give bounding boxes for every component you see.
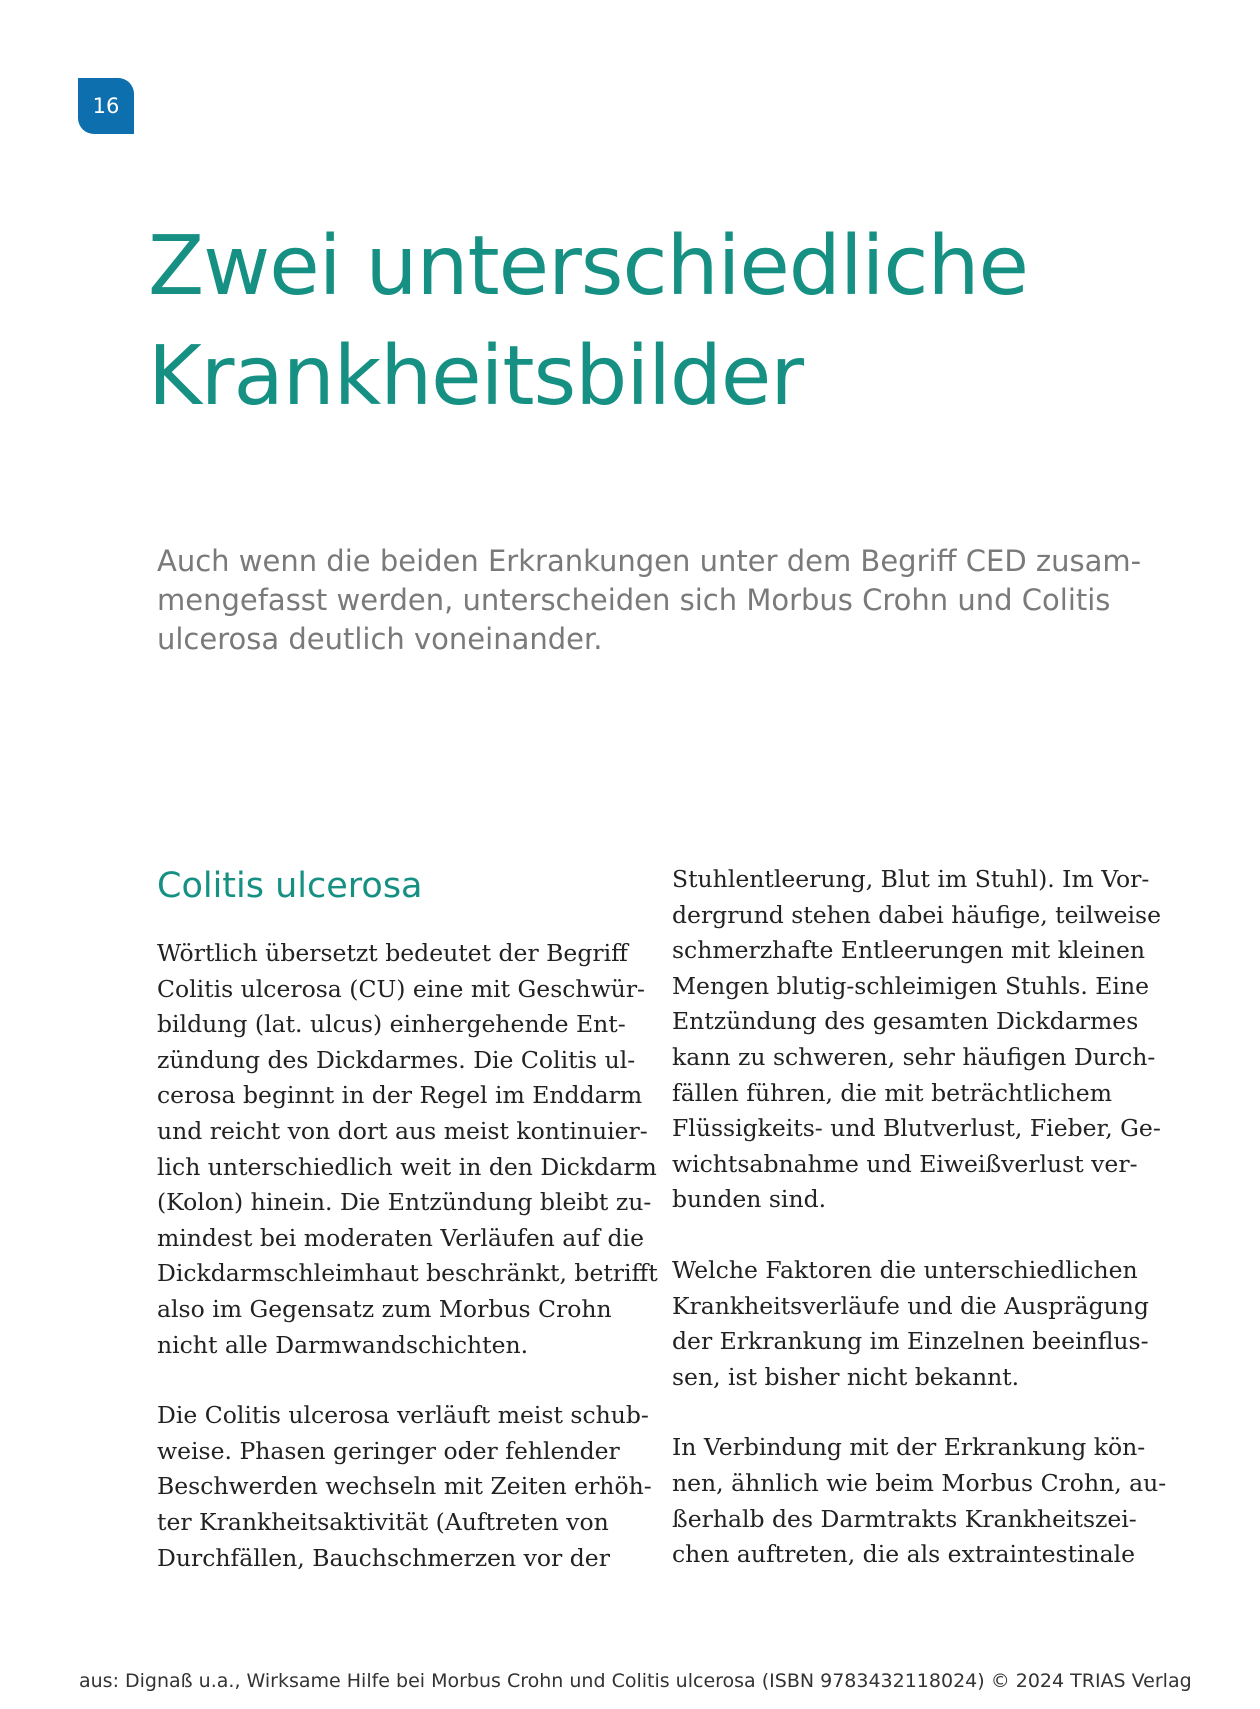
- text-line: Krankheitsverläufe und die Ausprägung: [672, 1291, 1149, 1320]
- page-title: [148, 212, 1148, 432]
- text-line: sen, ist bisher nicht bekannt.: [672, 1362, 1020, 1391]
- text-line: der Erkrankung im Einzelnen beeinflus-: [672, 1327, 1149, 1356]
- lead-paragraph: [157, 542, 1142, 659]
- text-line: zündung des Dickdarmes. Die Colitis ul-: [157, 1045, 636, 1074]
- text-line: also im Gegensatz zum Morbus Crohn: [157, 1294, 612, 1323]
- text-line: Dickdarmschleimhaut beschränkt, betrifft: [157, 1259, 658, 1288]
- body-paragraph: [672, 1430, 1167, 1572]
- text-line: Mengen blutig-schleimigen Stuhls. Eine: [672, 971, 1149, 1000]
- text-line: Beschwerden wechseln mit Zeiten erhöh-: [157, 1472, 652, 1501]
- text-line: nicht alle Darmwandschichten.: [157, 1330, 529, 1359]
- body-paragraph: [672, 1253, 1152, 1395]
- lead-line: mengefasst werden, unterscheiden sich Morbus Crohn und Colitis: [157, 583, 1111, 617]
- text-line: wichtsabnahme und Eiweißverlust ver-: [672, 1149, 1138, 1178]
- text-line: mindest bei moderaten Verläufen auf die: [157, 1223, 644, 1252]
- text-line: Stuhlentleerung, Blut im Stuhl). Im Vor-: [672, 865, 1150, 893]
- text-line: cerosa beginnt in der Regel im Enddarm: [157, 1081, 643, 1110]
- text-line: bunden sind.: [672, 1185, 827, 1214]
- text-line: kann zu schweren, sehr häufigen Durch-: [672, 1042, 1156, 1071]
- text-line: In Verbindung mit der Erkrankung kön-: [672, 1433, 1146, 1462]
- text-line: Welche Faktoren die unterschiedlichen: [672, 1255, 1138, 1284]
- title-line: Krankheitsbilder: [148, 329, 804, 424]
- text-line: ßerhalb des Darmtrakts Krankheitszei-: [672, 1504, 1137, 1533]
- text-line: nen, ähnlich wie beim Morbus Crohn, au-: [672, 1468, 1167, 1497]
- lead-line: ulcerosa deutlich voneinander.: [157, 622, 603, 656]
- text-line: dergrund stehen dabei häufige, teilweise: [672, 900, 1162, 929]
- title-line: Zwei unterschiedliche: [148, 219, 1028, 314]
- section-heading: Colitis ulcerosa: [157, 866, 423, 906]
- text-line: ter Krankheitsaktivität (Auftreten von: [157, 1507, 609, 1536]
- text-line: Flüssigkeits- und Blutverlust, Fieber, Ge-: [672, 1114, 1161, 1143]
- text-line: bildung (lat. ulcus) einhergehende Ent-: [157, 1010, 626, 1039]
- body-paragraph: [157, 1398, 652, 1576]
- text-line: und reicht von dort aus meist kontinuier-: [157, 1116, 648, 1145]
- text-line: Colitis ulcerosa (CU) eine mit Geschwür-: [157, 974, 645, 1003]
- text-line: Wörtlich übersetzt bedeutet der Begriff: [157, 939, 628, 967]
- lead-line: Auch wenn die beiden Erkrankungen unter dem Begriff CED zusam-: [157, 544, 1142, 578]
- body-paragraph: [672, 862, 1162, 1218]
- text-line: Durchfällen, Bauchschmerzen vor der: [157, 1543, 610, 1572]
- text-line: chen auftreten, die als extraintestinale: [672, 1540, 1136, 1569]
- source-footer: aus: Dignaß u.a., Wirksame Hilfe bei Morbus Crohn und Colitis ulcerosa (ISBN 9783432118024) © 2024 TRIAS Verlag: [79, 1670, 1192, 1692]
- page-number-badge: [78, 78, 134, 134]
- page-number: 16: [92, 94, 120, 118]
- text-line: (Kolon) hinein. Die Entzündung bleibt zu-: [157, 1188, 652, 1217]
- text-line: fällen führen, die mit beträchtlichem: [672, 1078, 1112, 1107]
- text-line: Die Colitis ulcerosa verläuft meist schub-: [157, 1401, 649, 1430]
- text-line: weise. Phasen geringer oder fehlender: [157, 1436, 620, 1465]
- right-column: [672, 862, 1167, 1608]
- text-line: lich unterschiedlich weit in den Dickdarm: [157, 1152, 657, 1181]
- text-line: schmerzhafte Entleerungen mit kleinen: [672, 936, 1146, 965]
- text-line: Entzündung des gesamten Dickdarmes: [672, 1007, 1139, 1036]
- body-paragraph: [157, 936, 658, 1363]
- left-column: [157, 862, 658, 1611]
